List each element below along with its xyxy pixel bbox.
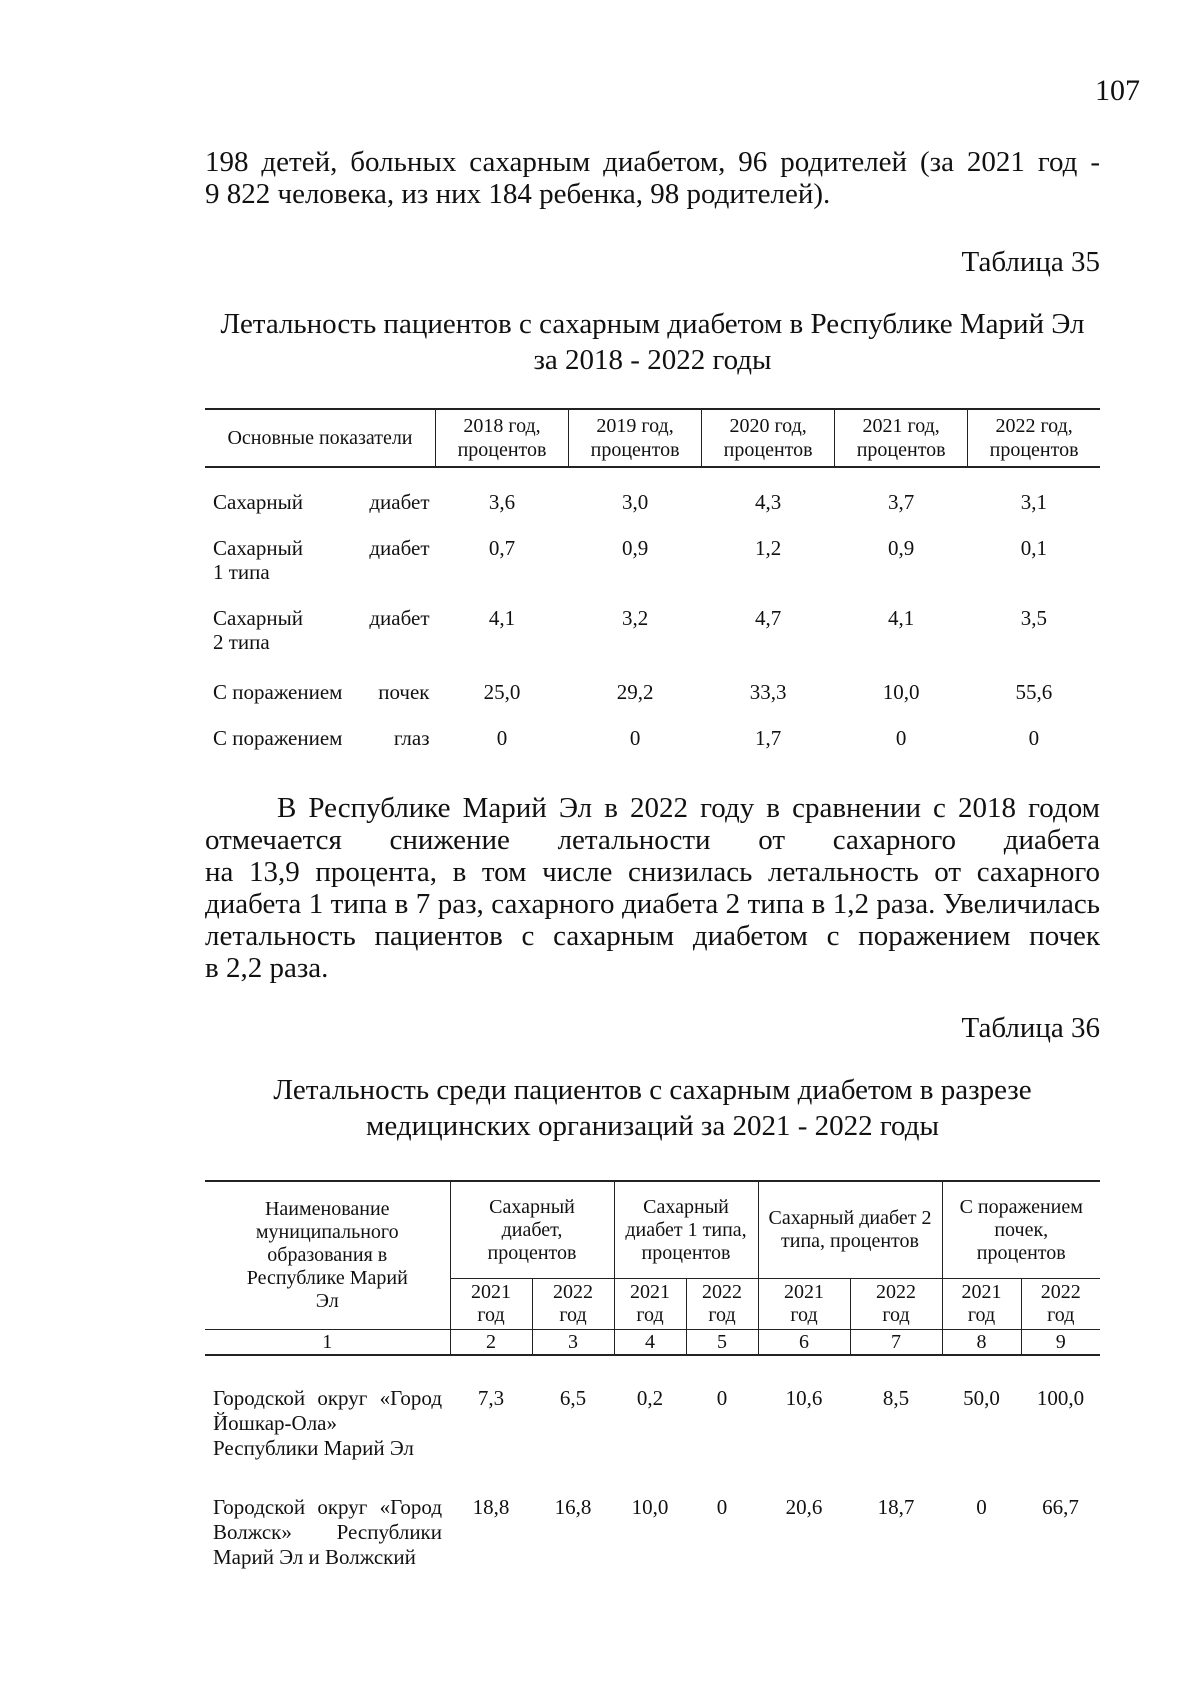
table-cell: 16,8: [554, 1495, 592, 1519]
table-cell: 0: [496, 726, 508, 750]
table-36-year-header: 2021 год: [450, 1279, 532, 1330]
table-35-caption: Таблица 35: [961, 246, 1100, 278]
table-row: [205, 467, 1100, 514]
table-36-header-group: Сахарный диабет 1 типа, процентов: [614, 1181, 758, 1279]
table-cell: 4,3: [754, 490, 782, 514]
table-cell: 33,3: [749, 680, 787, 704]
table-cell: 1,7: [754, 726, 782, 750]
table-35-title: [205, 306, 1100, 378]
table-row: [205, 704, 1100, 750]
table-cell: 0: [895, 726, 907, 750]
table-35-header-2020: 2020 год, процентов: [702, 409, 835, 467]
row-label: Сахарный диабет: [213, 490, 430, 514]
intro-line-1: 198 детей, больных сахарным диабетом, 96 родителей (за 2021 год -: [205, 146, 1100, 178]
intro-paragraph: [205, 146, 1100, 210]
table-cell: 0: [976, 1495, 987, 1519]
column-number: 9: [1021, 1330, 1100, 1356]
table-cell: 3,2: [621, 606, 649, 630]
table-36-year-header: 2022 год: [686, 1279, 758, 1330]
table-36-year-header: 2021 год: [758, 1279, 850, 1330]
table-36-year-header: 2021 год: [614, 1279, 686, 1330]
summary-line-2: отмечается снижение летальности от сахарного диабета: [205, 824, 1100, 856]
table-cell: 7,3: [477, 1386, 505, 1410]
table-cell: 66,7: [1042, 1495, 1079, 1519]
table-35-header-2021: 2021 год, процентов: [835, 409, 968, 467]
table-cell: 20,6: [785, 1495, 823, 1519]
table-cell: 4,1: [488, 606, 516, 630]
summary-line-1: В Республике Марий Эл в 2022 году в сравнении с 2018 годом: [277, 792, 1100, 824]
table-36-header-group: С поражением почек, процентов: [942, 1181, 1100, 1279]
table-cell: 6,5: [559, 1386, 587, 1410]
table-36-header-name: Наименование муниципального образования в Республике Марий Эл: [205, 1181, 450, 1330]
table-cell: 0,7: [488, 536, 516, 560]
table-cell: 3,5: [1020, 606, 1047, 630]
table-36-column-numbers: [205, 1330, 1100, 1356]
row-label: Городской округ «Город Йошкар-Ола» Республики Марий Эл: [213, 1386, 442, 1460]
column-number: 7: [850, 1330, 942, 1356]
table-row: [205, 654, 1100, 704]
row-label: С поражением глаз: [213, 726, 430, 750]
table-row: [205, 1355, 1100, 1461]
table-36-title-line-1: Летальность среди пациентов с сахарным диабетом в разрезе: [273, 1074, 1032, 1106]
table-36: [205, 1180, 1100, 1570]
summary-line-6: в 2,2 раза.: [205, 952, 329, 984]
row-label: Сахарный диабет 1 типа: [213, 536, 430, 584]
column-number: 4: [614, 1330, 686, 1356]
table-cell: 1,2: [754, 536, 782, 560]
table-cell: 4,7: [754, 606, 782, 630]
column-number: 6: [758, 1330, 850, 1356]
table-cell: 0,9: [888, 536, 915, 560]
table-cell: 29,2: [616, 680, 654, 704]
table-cell: 55,6: [1015, 680, 1053, 704]
column-number: 8: [942, 1330, 1021, 1356]
table-35-title-line-1: Летальность пациентов с сахарным диабетом в Республике Марий Эл: [220, 308, 1085, 340]
table-cell: 0,9: [621, 536, 649, 560]
table-35-header-2022: 2022 год, процентов: [968, 409, 1100, 467]
table-35-title-line-2: за 2018 - 2022 годы: [533, 344, 772, 376]
page-number: 107: [1095, 74, 1140, 107]
table-row: [205, 584, 1100, 654]
table-36-title: [205, 1072, 1100, 1144]
table-cell: 10,6: [785, 1386, 823, 1410]
table-cell: 4,1: [888, 606, 915, 630]
table-36-year-header: 2022 год: [1021, 1279, 1100, 1330]
table-35: [205, 408, 1100, 750]
table-row: [205, 514, 1100, 584]
row-label: Сахарный диабет 2 типа: [213, 606, 430, 654]
table-row: [205, 1461, 1100, 1570]
table-cell: 10,0: [631, 1495, 669, 1519]
column-number: 5: [686, 1330, 758, 1356]
row-label: С поражением почек: [213, 680, 430, 704]
table-36-title-line-2: медицинских организаций за 2021 - 2022 годы: [366, 1110, 939, 1142]
table-36-caption: Таблица 36: [961, 1012, 1100, 1044]
column-number: 3: [532, 1330, 614, 1356]
row-label: Городской округ «Город Волжск» Республики Марий Эл и Волжский: [213, 1495, 442, 1569]
table-cell: 0,2: [636, 1386, 664, 1410]
column-number: 2: [450, 1330, 532, 1356]
summary-line-3: на 13,9 процента, в том числе снизилась летальность от сахарного: [205, 856, 1100, 888]
summary-line-5: летальность пациентов с сахарным диабетом с поражением почек: [205, 920, 1100, 952]
table-cell: 50,0: [963, 1386, 1000, 1410]
table-36-year-header: 2022 год: [532, 1279, 614, 1330]
table-cell: 18,7: [877, 1495, 915, 1519]
summary-paragraph: [205, 792, 1100, 984]
table-cell: 3,7: [888, 490, 915, 514]
table-cell: 0: [716, 1386, 728, 1410]
table-35-header-indicators: Основные показатели: [205, 409, 436, 467]
table-cell: 100,0: [1036, 1386, 1085, 1410]
table-36-year-header: 2022 год: [850, 1279, 942, 1330]
table-cell: 0: [716, 1495, 728, 1519]
column-number: 1: [205, 1330, 450, 1356]
table-36-header-group: Сахарный диабет 2 типа, процентов: [758, 1181, 942, 1279]
table-cell: 10,0: [882, 680, 920, 704]
table-cell: 8,5: [882, 1386, 910, 1410]
table-cell: 3,6: [488, 490, 516, 514]
intro-line-2: 9 822 человека, из них 184 ребенка, 98 родителей).: [205, 178, 831, 210]
table-35-header-2018: 2018 год, процентов: [436, 409, 569, 467]
table-cell: 0,1: [1020, 536, 1047, 560]
table-cell: 3,1: [1020, 490, 1047, 514]
table-cell: 0: [1028, 726, 1040, 750]
table-36-year-header: 2021 год: [942, 1279, 1021, 1330]
table-cell: 25,0: [483, 680, 521, 704]
summary-line-4: диабета 1 типа в 7 раз, сахарного диабета 2 типа в 1,2 раза. Увеличилась: [205, 888, 1100, 920]
table-cell: 3,0: [621, 490, 649, 514]
table-cell: 0: [629, 726, 641, 750]
table-35-header-row: [205, 409, 1100, 467]
table-35-header-2019: 2019 год, процентов: [569, 409, 702, 467]
table-36-header-group: Сахарный диабет, процентов: [450, 1181, 614, 1279]
table-cell: 18,8: [472, 1495, 510, 1519]
